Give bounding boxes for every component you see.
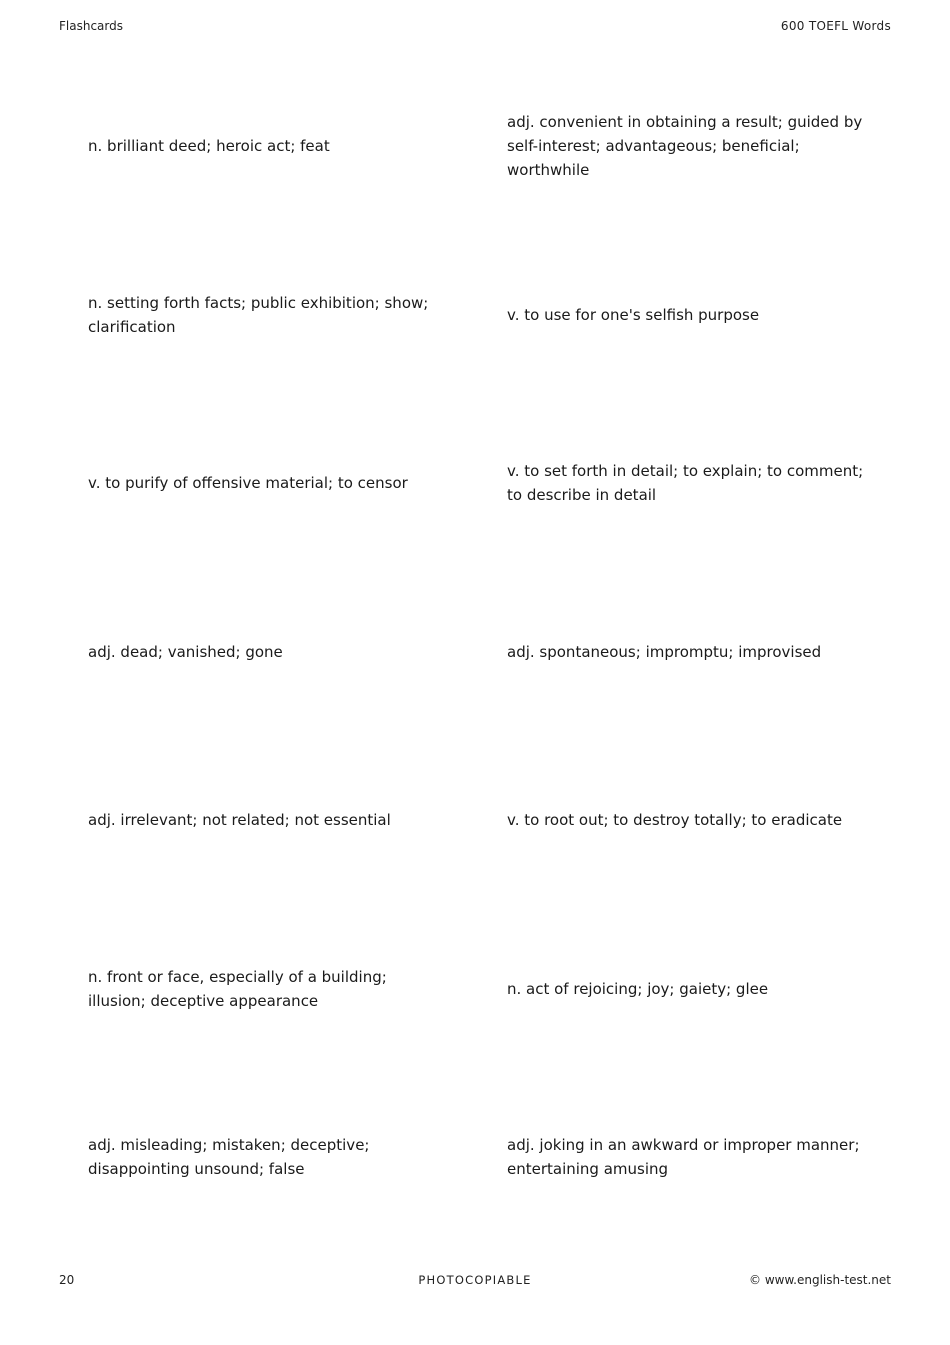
flashcard-definition: [88, 736, 438, 905]
flashcard-definition: [507, 399, 877, 568]
definition-text: v. to root out; to destroy totally; to eradicate: [507, 811, 843, 830]
flashcard-row: [0, 905, 950, 1074]
flashcard-definition: [507, 905, 877, 1074]
flashcard-definition: [88, 62, 438, 231]
definition-text: v. to set forth in detail; to explain; to comment; to describe in detail: [507, 462, 864, 505]
flashcard-grid: [0, 62, 950, 1242]
definition-text: adj. convenient in obtaining a result; guided by self-interest; advantageous; beneficial; worthwhile: [507, 113, 863, 180]
definition-text: v. to purify of offensive material; to censor: [88, 474, 408, 493]
definition-text: n. brilliant deed; heroic act; feat: [88, 137, 330, 156]
flashcard-definition: [507, 568, 877, 737]
copyright-notice: © www.english-test.net: [749, 1273, 891, 1287]
flashcard-definition: [507, 62, 877, 231]
page-number: 20: [59, 1273, 75, 1287]
definition-text: n. setting forth facts; public exhibition; show; clarification: [88, 293, 429, 336]
flashcard-row: [0, 231, 950, 400]
definition-text: adj. irrelevant; not related; not essential: [88, 811, 391, 830]
flashcard-row: [0, 1073, 950, 1242]
definition-text: n. act of rejoicing; joy; gaiety; glee: [507, 979, 769, 998]
flashcard-row: [0, 568, 950, 737]
definition-text: n. front or face, especially of a building; illusion; deceptive appearance: [88, 967, 387, 1010]
definition-text: adj. joking in an awkward or improper manner; entertaining amusing: [507, 1136, 860, 1179]
header-section-title: Flashcards: [59, 19, 123, 33]
flashcard-row: [0, 62, 950, 231]
flashcard-definition: [507, 231, 877, 400]
flashcard-row: [0, 736, 950, 905]
flashcard-definition: [88, 905, 438, 1074]
header-book-title: 600 TOEFL Words: [780, 19, 891, 33]
flashcard-definition: [88, 568, 438, 737]
flashcard-definition: [88, 231, 438, 400]
flashcard-definition: [507, 1073, 877, 1242]
definition-text: adj. dead; vanished; gone: [88, 642, 283, 661]
definition-text: adj. misleading; mistaken; deceptive; disappointing unsound; false: [88, 1136, 370, 1179]
flashcard-definition: [88, 1073, 438, 1242]
flashcard-definition: [88, 399, 438, 568]
photocopiable-notice: PHOTOCOPIABLE: [418, 1273, 532, 1287]
flashcard-definition: [507, 736, 877, 905]
flashcard-row: [0, 399, 950, 568]
definition-text: adj. spontaneous; impromptu; improvised: [507, 642, 822, 661]
definition-text: v. to use for one's selfish purpose: [507, 305, 760, 324]
